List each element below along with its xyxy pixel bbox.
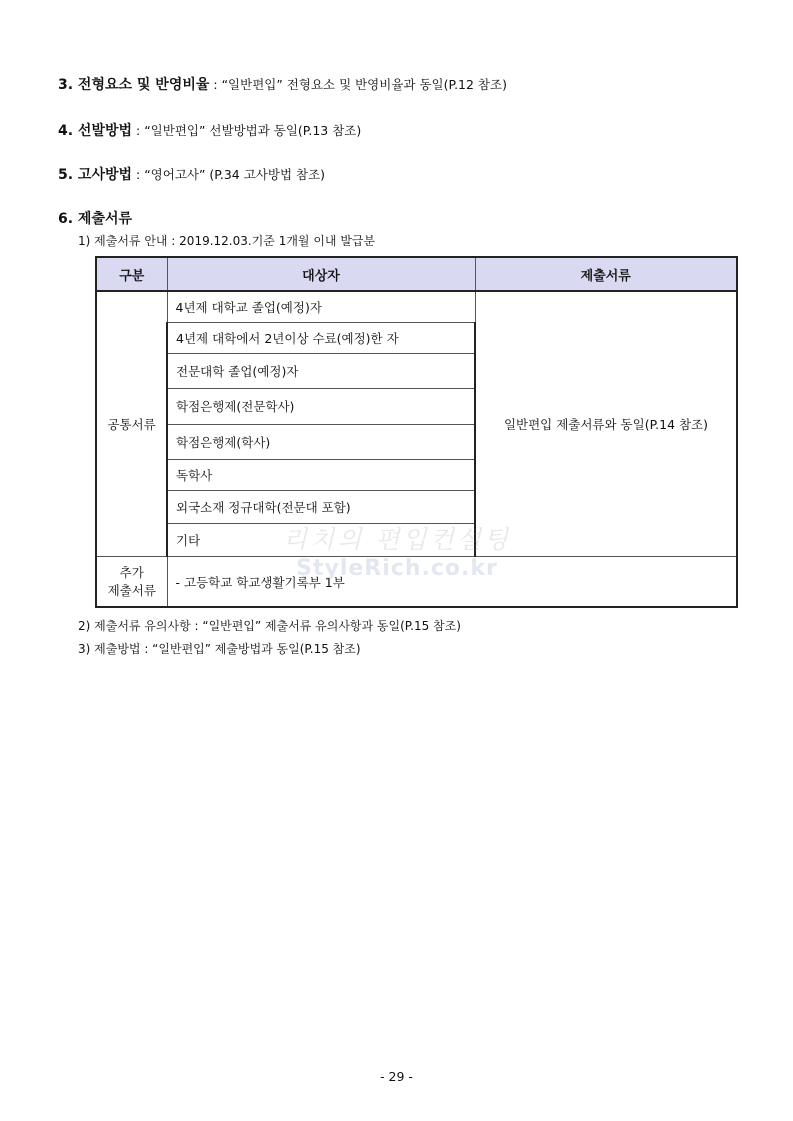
header-target: 대상자 bbox=[167, 257, 475, 291]
note-2: 2) 제출서류 유의사항 : “일반편입” 제출서류 유의사항과 동일(P.15 참조) bbox=[78, 619, 461, 633]
target-cell: 4년제 대학교 졸업(예정)자 bbox=[167, 291, 475, 322]
section-6-heading: 6. 제출서류 bbox=[58, 211, 133, 227]
target-cell: 전문대학 졸업(예정)자 bbox=[167, 353, 475, 388]
header-documents: 제출서류 bbox=[475, 257, 737, 291]
section-5 bbox=[58, 164, 325, 184]
header-category: 구분 bbox=[96, 257, 167, 291]
section-5-text: : “영어고사” (P.34 고사방법 참조) bbox=[132, 167, 326, 182]
watermark-korean: 리치의 편입컨설팅 bbox=[282, 525, 512, 554]
section-3-heading: 3. 전형요소 및 반영비율 bbox=[58, 77, 210, 93]
target-cell: 독학사 bbox=[167, 460, 475, 491]
page-number: - 29 - bbox=[380, 1069, 413, 1084]
table-header-row bbox=[96, 257, 737, 291]
extra-category-cell bbox=[96, 557, 167, 607]
note-1: 1) 제출서류 안내 : 2019.12.03.기준 1개월 이내 발급분 bbox=[78, 234, 376, 248]
watermark-url: StyleRich.co.kr bbox=[296, 556, 498, 581]
extra-item-cell: - 고등학교 학교생활기록부 1부 bbox=[167, 557, 737, 607]
target-cell: 외국소재 정규대학(전문대 포함) bbox=[167, 491, 475, 524]
table-row bbox=[96, 291, 737, 322]
target-cell: 학점은행제(학사) bbox=[167, 424, 475, 459]
common-documents-cell: 일반편입 제출서류와 동일(P.14 참조) bbox=[475, 291, 737, 557]
extra-category-line2: 제출서류 bbox=[107, 582, 156, 598]
table-row bbox=[96, 557, 737, 607]
submission-documents-table bbox=[95, 256, 738, 608]
target-cell: 기타 bbox=[167, 524, 475, 557]
note-3: 3) 제출방법 : “일반편입” 제출방법과 동일(P.15 참조) bbox=[78, 642, 361, 656]
target-cell: 학점은행제(전문학사) bbox=[167, 388, 475, 424]
section-6 bbox=[58, 208, 132, 228]
section-4-text: : “일반편입” 선발방법과 동일(P.13 참조) bbox=[132, 123, 362, 138]
section-3 bbox=[58, 74, 507, 94]
section-3-text: : “일반편입” 전형요소 및 반영비율과 동일(P.12 참조) bbox=[209, 77, 507, 92]
section-4-heading: 4. 선발방법 bbox=[58, 123, 133, 139]
common-category-cell: 공통서류 bbox=[96, 291, 167, 557]
section-5-heading: 5. 고사방법 bbox=[58, 167, 133, 183]
target-cell: 4년제 대학에서 2년이상 수료(예정)한 자 bbox=[167, 322, 475, 353]
section-4 bbox=[58, 120, 361, 140]
extra-category-line1: 추가 bbox=[119, 564, 144, 580]
